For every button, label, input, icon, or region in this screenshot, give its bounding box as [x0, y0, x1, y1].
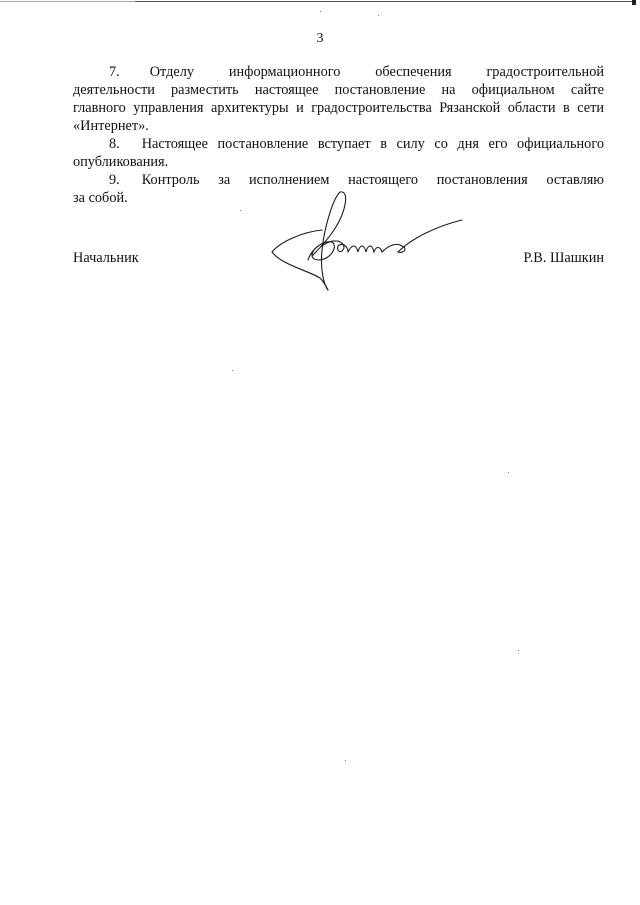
- page-number: 3: [316, 31, 324, 46]
- signatory-name: Р.В. Шашкин: [523, 250, 604, 266]
- paragraph-8: [73, 135, 604, 171]
- scan-speck: [345, 760, 346, 761]
- paragraph-7-line-3: главного управления архитектуры и градостроительства Рязанской области в сети: [73, 100, 604, 116]
- paragraph-9-number: 9.: [109, 172, 120, 188]
- scan-speck: [240, 210, 241, 211]
- paragraph-7-line-2: деятельности разместить настоящее постановление на официальном сайте: [73, 82, 604, 98]
- scan-top-border-faint: [0, 1, 135, 2]
- paragraph-7-line-1: 7. Отделу информационного обеспечения градостроительной: [109, 64, 604, 80]
- paragraph-9-line-1: 9. Контроль за исполнением настоящего постановления оставляю: [109, 172, 604, 188]
- paragraph-9-line-2: за собой.: [73, 190, 128, 206]
- scan-corner-mark: [632, 0, 636, 5]
- signatory-title: Начальник: [73, 250, 139, 266]
- paragraph-7-line-4: «Интернет».: [73, 118, 149, 134]
- paragraph-7: [73, 63, 604, 135]
- scan-speck: [378, 15, 379, 16]
- paragraph-7-number: 7.: [109, 64, 120, 80]
- paragraph-8-line-2: опубликования.: [73, 154, 169, 170]
- paragraph-8-number: 8.: [109, 136, 120, 152]
- scan-speck: [518, 650, 519, 651]
- paragraph-8-line-1: 8. Настоящее постановление вступает в силу со дня его официального: [109, 136, 604, 152]
- handwritten-signature-icon: [262, 190, 472, 295]
- scan-speck: [320, 11, 321, 12]
- scan-speck: [508, 472, 509, 473]
- scan-speck: [232, 370, 233, 371]
